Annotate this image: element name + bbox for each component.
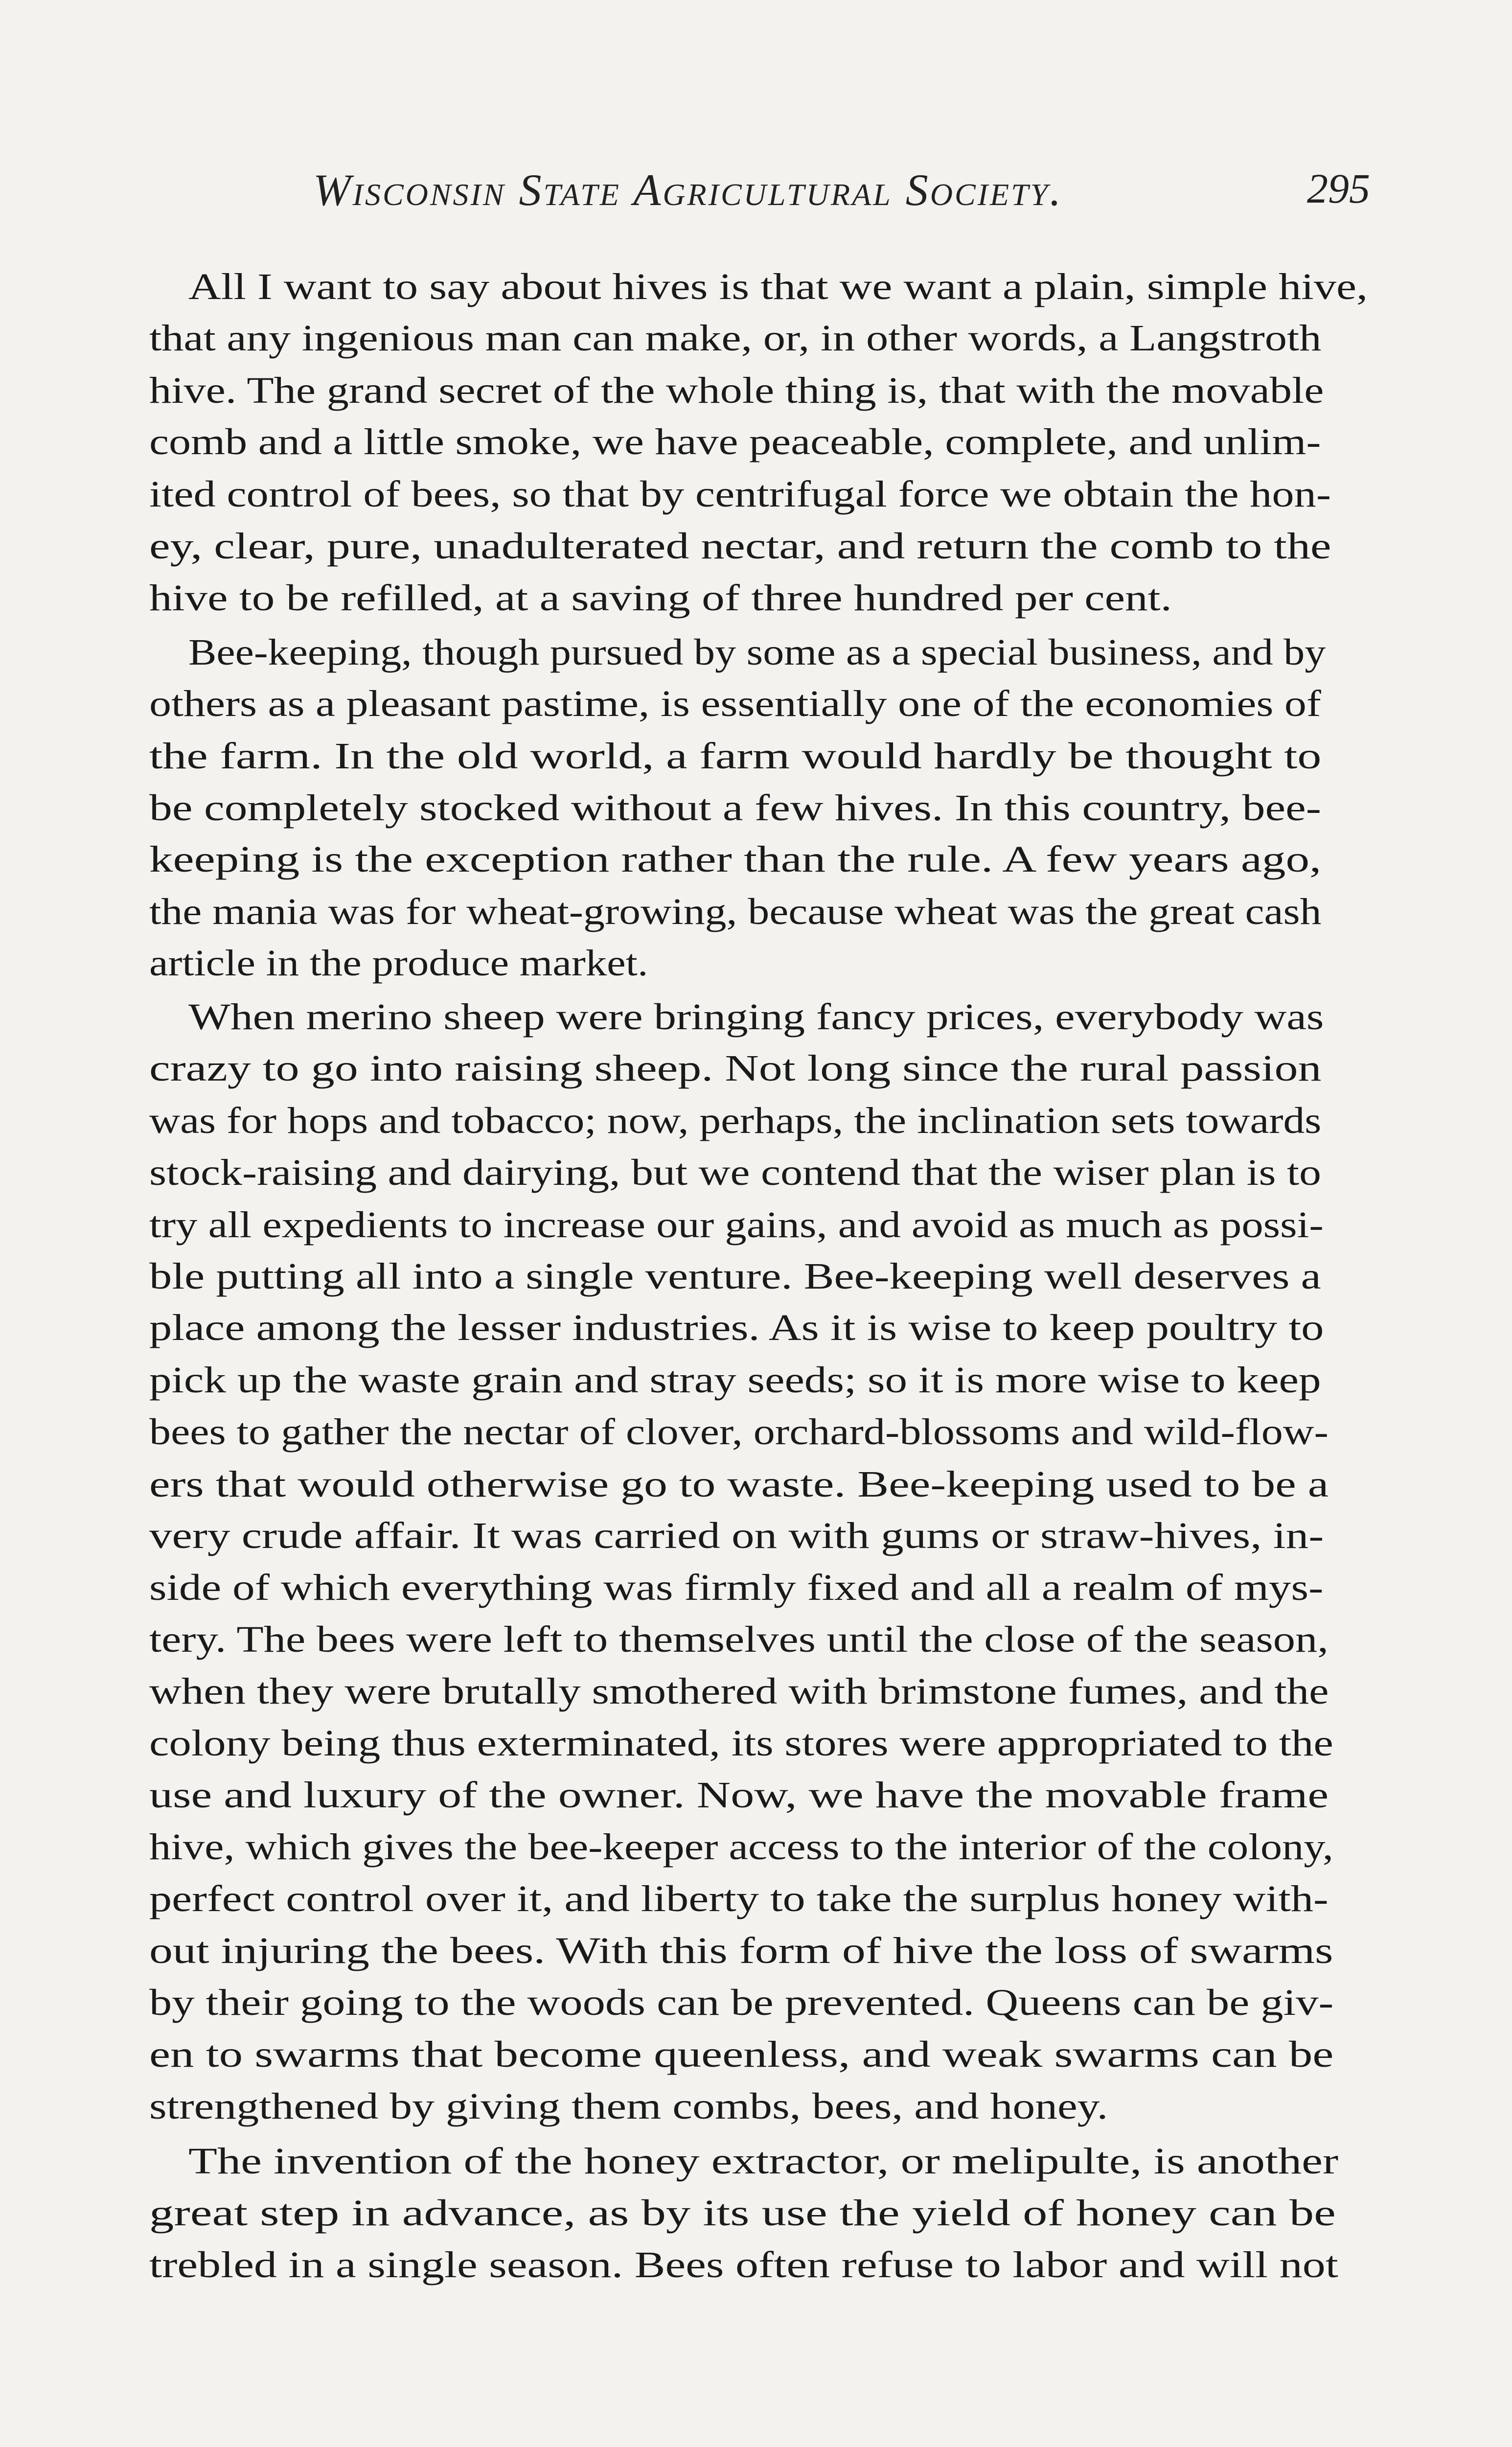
text-line: When merino sheep were bringing fancy prices, everybody was [188,996,1324,1038]
text-line: perfect control over it, and liberty to take the surplus honey with- [149,1878,1329,1919]
running-head: Wisconsin State Agricultural Society. [313,165,1063,215]
text-line: the mania was for wheat-growing, because wheat was the great cash [149,891,1322,932]
text-line: by their going to the woods can be prevented. Queens can be giv- [149,1982,1334,2023]
text-line: hive to be refilled, at a saving of three hundred per cent. [149,577,1172,619]
text-line: great step in advance, as by its use the yield of honey can be [149,2193,1336,2234]
text-line: strengthened by giving them combs, bees, and honey. [149,2086,1108,2127]
text-line: others as a pleasant pastime, is essentially one of the economies of [149,683,1321,724]
text-line: hive. The grand secret of the whole thing is, that with the movable [149,370,1324,411]
text-line: article in the produce market. [149,943,648,984]
text-line: Bee-keeping, though pursued by some as a special business, and by [188,632,1326,673]
text-line: the farm. In the old world, a farm would hardly be thought to [149,736,1322,777]
text-line: trebled in a single season. Bees often refuse to labor and will not [149,2244,1338,2285]
text-line: side of which everything was firmly fixed and all a realm of mys- [149,1567,1324,1608]
text-line: comb and a little smoke, we have peaceable, complete, and unlim- [149,421,1321,462]
text-line: keeping is the exception rather than the rule. A few years ago, [149,839,1322,880]
text-line: ey, clear, pure, unadulterated nectar, and return the comb to the [149,526,1331,567]
text-line: ble putting all into a single venture. Bee-keeping well deserves a [149,1256,1321,1297]
text-line: was for hops and tobacco; now, perhaps, the inclination sets towards [149,1100,1322,1141]
text-line: try all expedients to increase our gains, and avoid as much as possi- [149,1204,1324,1246]
text-line: crazy to go into raising sheep. Not long since the rural passion [149,1048,1322,1089]
text-line: All I want to say about hives is that we want a plain, simple hive, [188,266,1368,307]
text-line: colony being thus exterminated, its stores were appropriated to the [149,1723,1333,1764]
text-line: ited control of bees, so that by centrifugal force we obtain the hon- [149,474,1331,515]
text-line: ers that would otherwise go to waste. Bee-keeping used to be a [149,1464,1329,1505]
text-line: The invention of the honey extractor, or melipulte, is another [188,2141,1339,2182]
text-line: hive, which gives the bee-keeper access to the interior of the colony, [149,1826,1333,1868]
text-line: very crude affair. It was carried on with gums or straw-hives, in- [149,1515,1324,1556]
text-line: be completely stocked without a few hives. In this country, bee- [149,787,1321,829]
text-line: stock-raising and dairying, but we contend that the wiser plan is to [149,1152,1322,1193]
text-line: place among the lesser industries. As it is wise to keep poultry to [149,1307,1324,1348]
text-line: tery. The bees were left to themselves until the close of the season, [149,1619,1329,1660]
text-line: pick up the waste grain and stray seeds; so it is more wise to keep [149,1360,1321,1401]
text-line: en to swarms that become queenless, and weak swarms can be [149,2034,1334,2075]
text-line: use and luxury of the owner. Now, we have the movable frame [149,1775,1329,1816]
text-line: when they were brutally smothered with brimstone fumes, and the [149,1671,1329,1712]
page-number: 295 [1307,165,1370,212]
text-line: out injuring the bees. With this form of hive the loss of swarms [149,1930,1333,1971]
text-line: that any ingenious man can make, or, in other words, a Langstroth [149,318,1322,359]
text-line: bees to gather the nectar of clover, orchard-blossoms and wild-flow- [149,1411,1329,1453]
